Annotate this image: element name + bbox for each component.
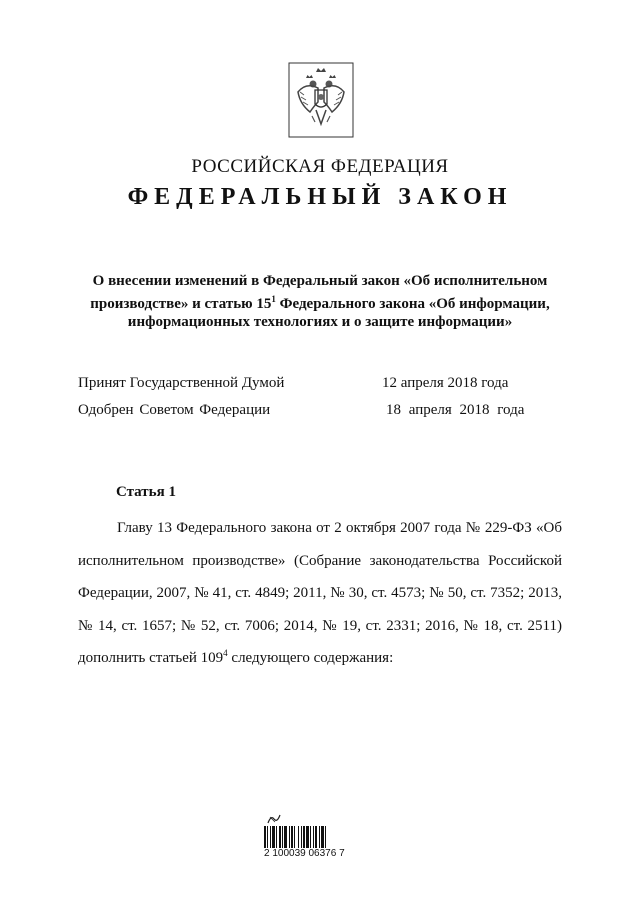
law-title <box>80 272 560 331</box>
barcode-number: 2 100039 06376 7 <box>264 848 345 859</box>
article-1-text-end: следующего содержания: <box>227 650 394 667</box>
law-title-line-1: О внесении изменений в Федеральный закон «Об исполнительном <box>92 273 548 289</box>
country-name: РОССИЙСКАЯ ФЕДЕРАЦИЯ <box>191 156 449 177</box>
council-label: Одобрен Советом Федерации <box>78 402 271 418</box>
law-title-line-2-start: производстве» и статью 15 <box>90 296 272 312</box>
barcode-icon <box>264 826 356 848</box>
coat-of-arms-icon <box>288 62 354 138</box>
law-type-heading: ФЕДЕРАЛЬНЫЙ ЗАКОН <box>127 184 513 210</box>
article-1-heading: Статья 1 <box>116 484 176 500</box>
duma-date: 12 апреля 2018 года <box>382 375 509 391</box>
law-title-line-3: информационных технологиях и о защите информации» <box>127 314 513 330</box>
superscript-index: 1 <box>271 294 276 304</box>
law-title-line-2 <box>80 290 560 313</box>
law-title-line-2-end: Федерального закона «Об информации, <box>275 296 550 312</box>
article-number-superscript: 4 <box>223 648 228 659</box>
article-1-text-main: Главу 13 Федерального закона от 2 октября 2007 года № 229-ФЗ «Об исполнительном производстве» (Собрание законодательства Российской Федерации, 2007, № 41, ст. 4849; 2011, № 30, ст. 4573; № 50, ст. 7352; 2013, № 14, ст. 1657; № 52, ст. 7006; 2014, № 19, ст. 2331; 2016, № 18, ст. 2511) дополнить статьей 109 <box>78 520 562 667</box>
signature-mark-icon <box>267 813 281 825</box>
council-date: 18 апреля 2018 года <box>386 402 525 418</box>
article-1-text <box>78 512 562 675</box>
duma-label: Принят Государственной Думой <box>78 375 285 391</box>
